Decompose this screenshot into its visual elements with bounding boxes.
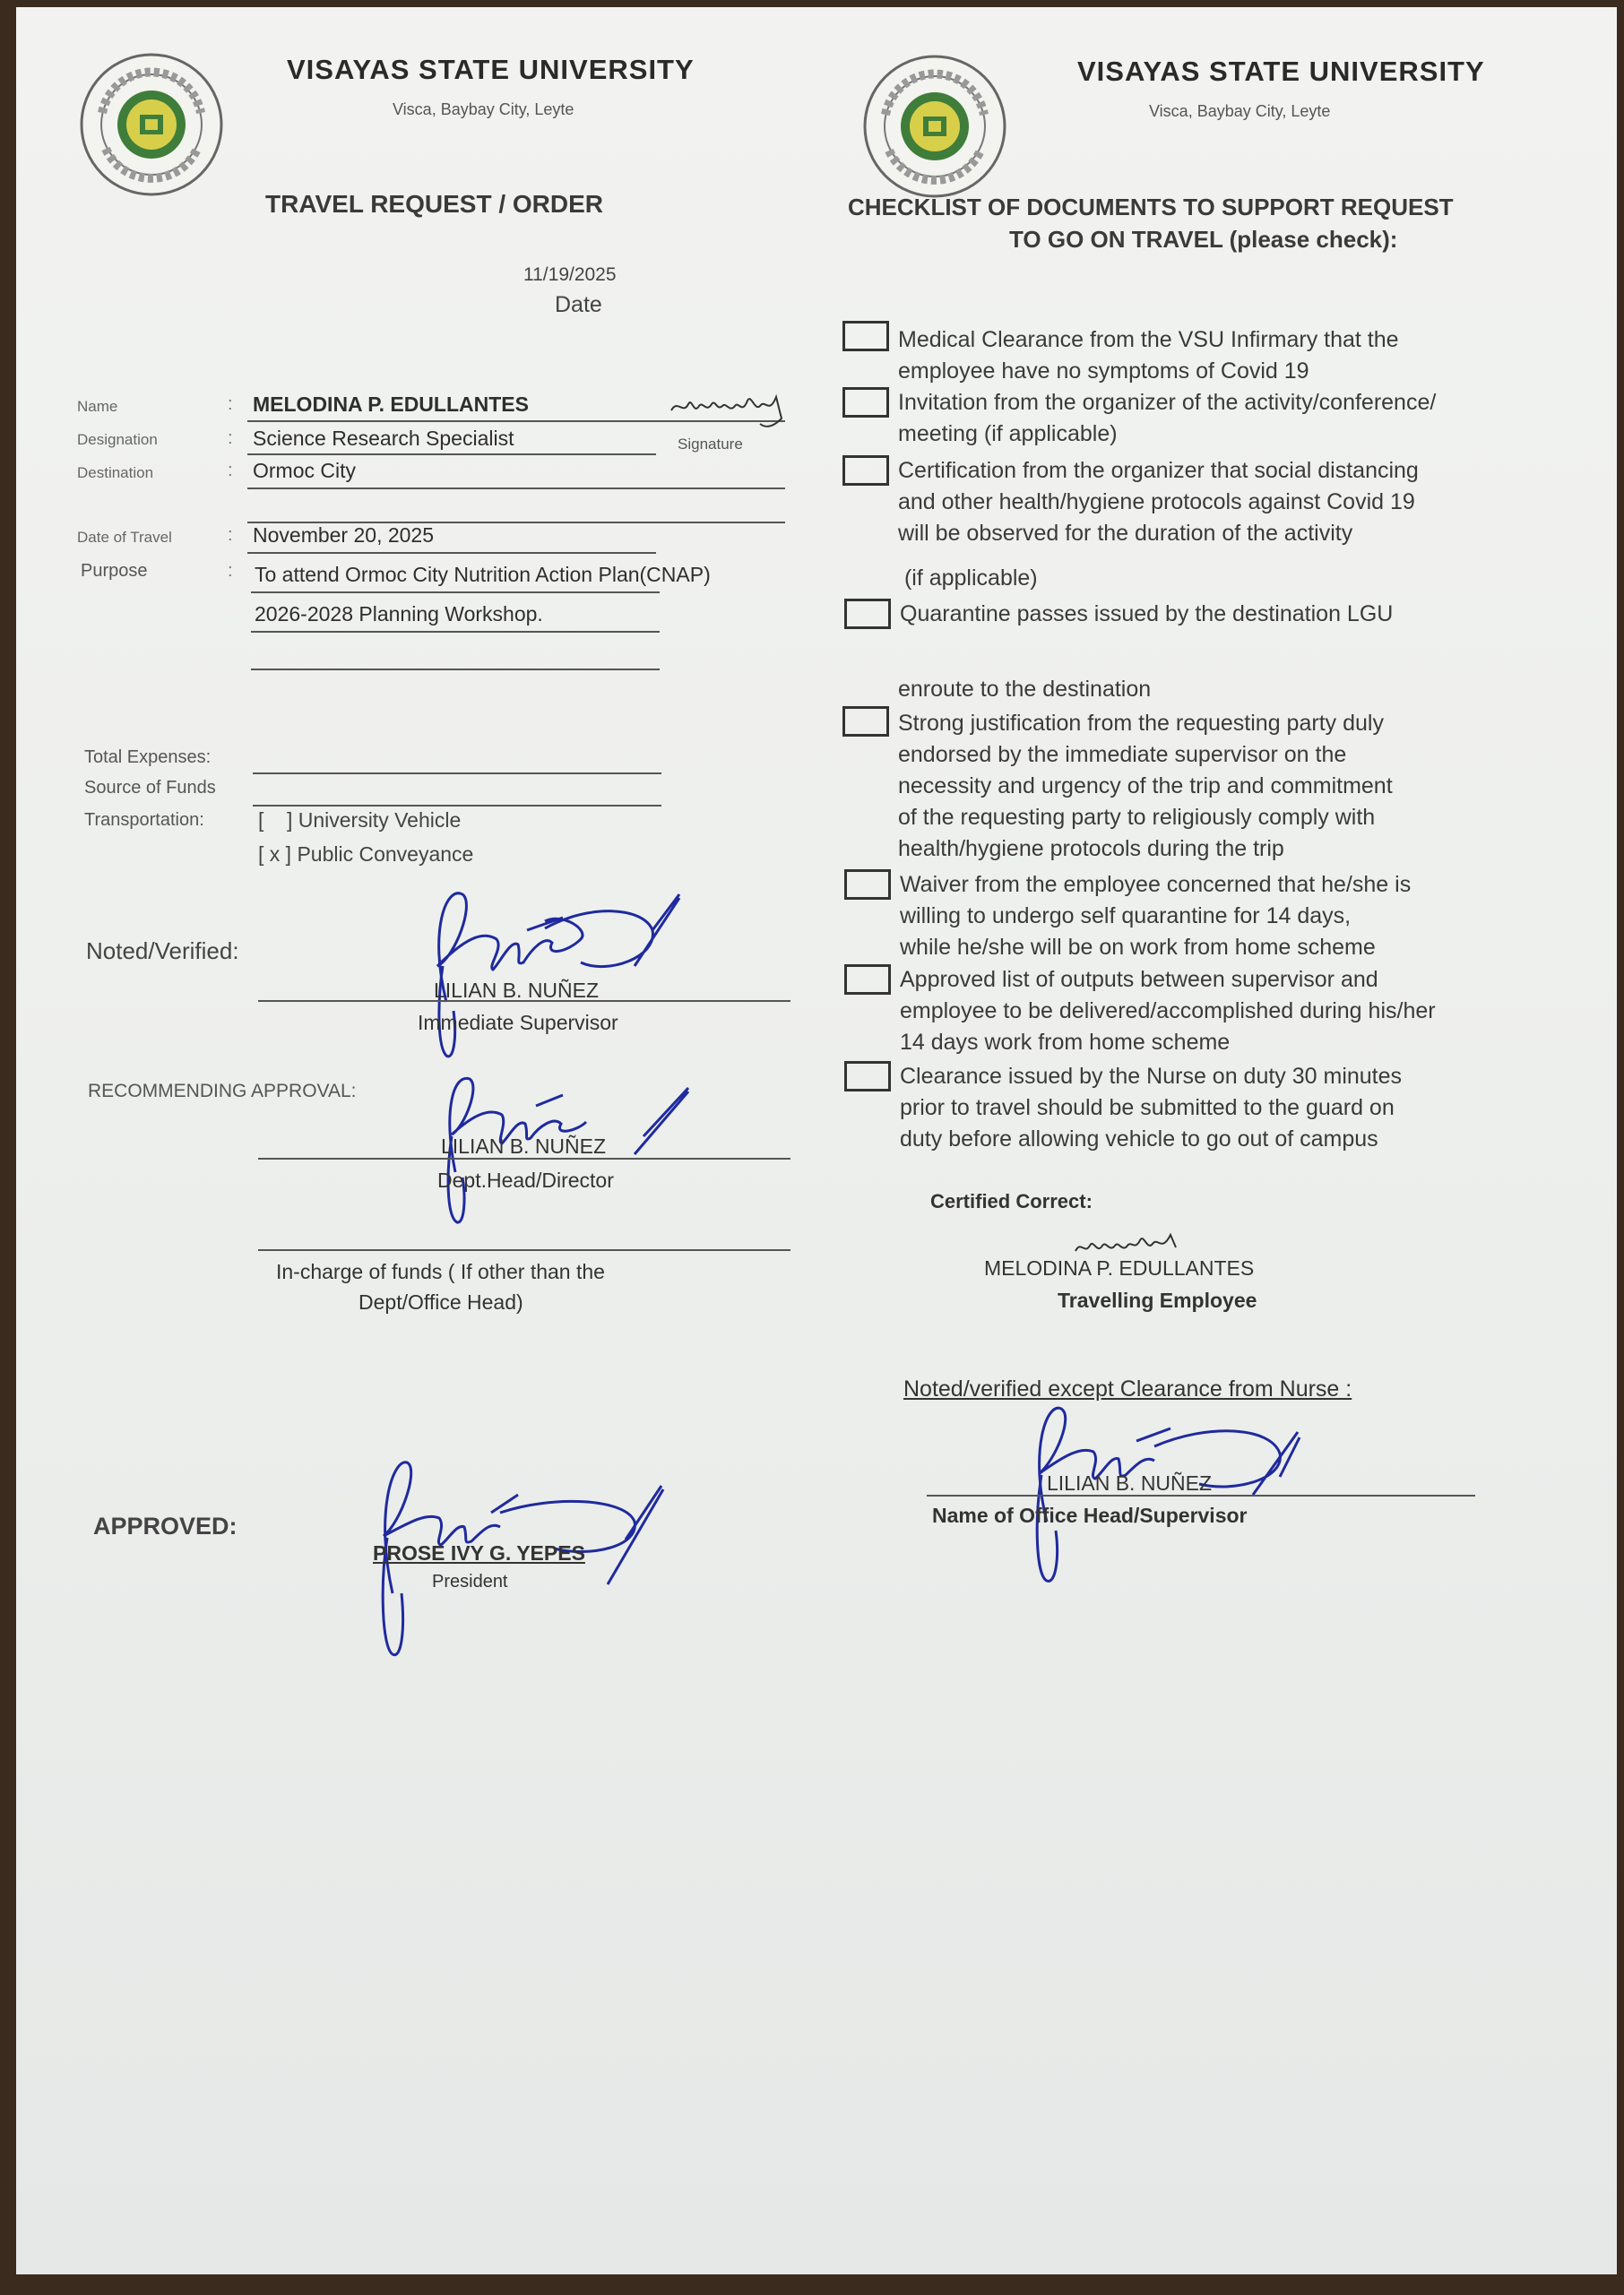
checkbox-invitation[interactable] xyxy=(842,387,889,418)
checkbox-quarantine-passes[interactable] xyxy=(844,599,891,629)
signature-label: Signature xyxy=(678,436,743,453)
item-justification-line-3: necessity and urgency of the trip and commitment xyxy=(898,773,1393,798)
item-invitation-line-1: Invitation from the organizer of the activity/conference/ xyxy=(898,390,1437,415)
checkbox-medical-clearance[interactable] xyxy=(842,321,889,351)
item-quarantine-line-1: Quarantine passes issued by the destination LGU xyxy=(900,601,1394,626)
item-waiver-line-3: while he/she will be on work from home scheme xyxy=(900,935,1376,960)
purpose-line-1: To attend Ormoc City Nutrition Action Plan(CNAP) xyxy=(255,563,711,586)
transport-option-public-conveyance: [ x ] Public Conveyance xyxy=(258,842,474,866)
purpose-underline-2 xyxy=(251,631,660,633)
total-expenses-label: Total Expenses: xyxy=(84,747,212,767)
date-of-travel-label: Date of Travel xyxy=(77,529,172,546)
name-label: Name xyxy=(77,398,118,415)
item-justification-line-4: of the requesting party to religiously comply with xyxy=(898,805,1376,830)
noted-verified-label: Noted/Verified: xyxy=(86,937,239,964)
item-certification-line-1: Certification from the organizer that social distancing xyxy=(898,458,1419,483)
colon: : xyxy=(228,394,233,414)
noted-signature-line xyxy=(258,1000,790,1002)
approved-label: APPROVED: xyxy=(93,1513,238,1540)
date-of-travel-underline xyxy=(247,552,656,554)
colon: : xyxy=(228,428,233,448)
date-of-travel-value: November 20, 2025 xyxy=(253,523,435,547)
university-seal-right xyxy=(860,52,1009,201)
checkbox-strong-justification[interactable] xyxy=(842,706,889,737)
item-outputs-line-3: 14 days work from home scheme xyxy=(900,1030,1231,1055)
item-outputs-line-1: Approved list of outputs between supervisor and xyxy=(900,967,1378,992)
date-label: Date xyxy=(555,292,602,317)
funds-label-line-2: Dept/Office Head) xyxy=(358,1290,523,1314)
noted-except-title: Name of Office Head/Supervisor xyxy=(932,1504,1248,1527)
name-value: MELODINA P. EDULLANTES xyxy=(253,393,529,416)
item-invitation-line-2: meeting (if applicable) xyxy=(898,421,1118,446)
certified-title: Travelling Employee xyxy=(1058,1289,1257,1312)
noted-name: LILIAN B. NUÑEZ xyxy=(434,979,600,1002)
approved-name: PROSE IVY G. YEPES xyxy=(373,1541,585,1565)
item-quarantine-line-3: enroute to the destination xyxy=(898,677,1152,702)
purpose-label: Purpose xyxy=(81,561,148,581)
colon: : xyxy=(228,561,233,581)
destination-underline xyxy=(247,487,785,489)
checklist-title-line-2: TO GO ON TRAVEL (please check): xyxy=(1009,226,1398,253)
item-outputs-line-2: employee to be delivered/accomplished during his/her xyxy=(900,998,1436,1023)
item-medical-clearance-line-2: employee have no symptoms of Covid 19 xyxy=(898,358,1309,384)
document-page xyxy=(16,7,1617,2274)
colon: : xyxy=(228,525,233,545)
checkbox-waiver[interactable] xyxy=(844,869,891,900)
purpose-underline-3 xyxy=(251,669,660,670)
noted-title: Immediate Supervisor xyxy=(418,1011,618,1034)
item-justification-line-5: health/hygiene protocols during the trip xyxy=(898,836,1284,861)
item-nurse-line-2: prior to travel should be submitted to the guard on xyxy=(900,1095,1395,1120)
checkbox-nurse-clearance[interactable] xyxy=(844,1061,891,1091)
designation-value: Science Research Specialist xyxy=(253,427,514,450)
item-justification-line-2: endorsed by the immediate supervisor on the xyxy=(898,742,1347,767)
university-address-left: Visca, Baybay City, Leyte xyxy=(393,100,574,118)
designation-label: Designation xyxy=(77,431,158,448)
checkbox-certification[interactable] xyxy=(842,455,889,486)
destination-value: Ormoc City xyxy=(253,459,356,482)
transportation-label: Transportation: xyxy=(84,810,204,830)
approved-title: President xyxy=(432,1572,508,1592)
recommending-signature-line xyxy=(258,1158,790,1160)
recommending-title: Dept.Head/Director xyxy=(437,1169,614,1192)
form-title: TRAVEL REQUEST / ORDER xyxy=(265,190,604,218)
university-address-right: Visca, Baybay City, Leyte xyxy=(1149,102,1331,120)
total-expenses-underline xyxy=(253,772,661,774)
date-value: 11/19/2025 xyxy=(523,264,617,285)
transport-option-university-vehicle: [ ] University Vehicle xyxy=(258,808,462,832)
funds-label-line-1: In-charge of funds ( If other than the xyxy=(276,1260,605,1283)
source-of-funds-label: Source of Funds xyxy=(84,778,216,798)
certified-correct-label: Certified Correct: xyxy=(930,1190,1093,1212)
purpose-underline-1 xyxy=(251,591,660,593)
signature-edullantes xyxy=(667,388,792,433)
item-medical-clearance-line-1: Medical Clearance from the VSU Infirmary that the xyxy=(898,327,1399,352)
designation-underline xyxy=(247,453,656,455)
university-name-left: VISAYAS STATE UNIVERSITY xyxy=(287,54,695,85)
colon: : xyxy=(228,461,233,480)
source-of-funds-underline xyxy=(253,805,661,807)
item-nurse-line-1: Clearance issued by the Nurse on duty 30 minutes xyxy=(900,1064,1403,1089)
purpose-line-2: 2026-2028 Planning Workshop. xyxy=(255,602,543,626)
university-name-right: VISAYAS STATE UNIVERSITY xyxy=(1077,56,1485,87)
item-waiver-line-1: Waiver from the employee concerned that he/she is xyxy=(900,872,1412,897)
recommending-approval-label: RECOMMENDING APPROVAL: xyxy=(88,1081,357,1101)
destination-label: Destination xyxy=(77,464,154,481)
item-certification-line-4: (if applicable) xyxy=(898,565,1038,591)
item-certification-line-3: will be observed for the duration of the activity xyxy=(898,521,1353,546)
noted-except-label: Noted/verified except Clearance from Nurse : xyxy=(903,1376,1352,1402)
item-waiver-line-2: willing to undergo self quarantine for 14 days, xyxy=(900,903,1352,928)
checklist-title-line-1: CHECKLIST OF DOCUMENTS TO SUPPORT REQUEST xyxy=(848,194,1454,220)
noted-except-signature-line xyxy=(927,1495,1475,1497)
item-certification-line-2: and other health/hygiene protocols against Covid 19 xyxy=(898,489,1415,514)
university-seal-left xyxy=(77,50,226,199)
signature-nunez-1 xyxy=(410,876,697,1065)
item-justification-line-1: Strong justification from the requesting party duly xyxy=(898,711,1384,736)
checkbox-approved-outputs[interactable] xyxy=(844,964,891,995)
recommending-name: LILIAN B. NUÑEZ xyxy=(441,1135,607,1158)
certified-name: MELODINA P. EDULLANTES xyxy=(984,1256,1255,1280)
item-nurse-line-3: duty before allowing vehicle to go out of campus xyxy=(900,1126,1378,1152)
funds-signature-line xyxy=(258,1249,790,1251)
noted-except-name: LILIAN B. NUÑEZ xyxy=(1047,1471,1213,1495)
